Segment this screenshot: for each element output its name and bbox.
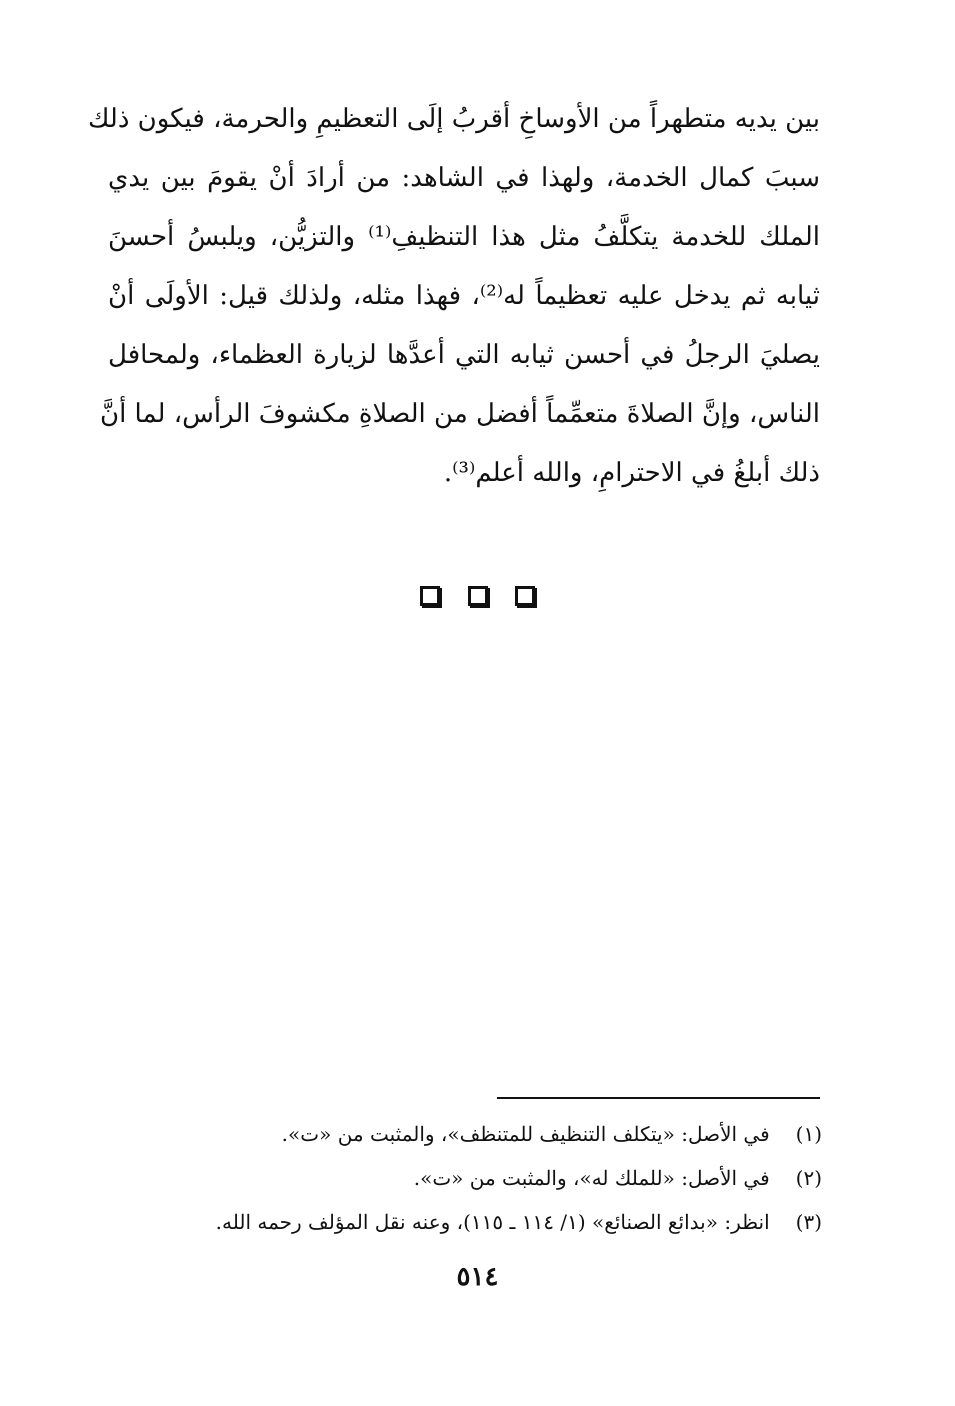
footnote-divider bbox=[497, 1097, 820, 1099]
main-text bbox=[87, 90, 821, 503]
text-line: سببَ كمال الخدمة، ولهذا في الشاهد: من أرادَ أنْ يقومَ بين يدي bbox=[108, 163, 820, 193]
text-line: بين يديه متطهراً من الأوساخِ أقربُ إلَى التعظيمِ والحرمة، فيكون ذلك bbox=[87, 104, 820, 134]
footnote-number: (١) bbox=[795, 1122, 822, 1146]
footnote-item bbox=[100, 1200, 822, 1244]
footnote-text: في الأصل: «للملك له»، والمثبت من «ت». bbox=[413, 1166, 770, 1190]
footnote-number: (٣) bbox=[795, 1210, 822, 1234]
footnotes bbox=[100, 1112, 822, 1244]
footnote-number: (٢) bbox=[795, 1166, 822, 1190]
square-ornament-icon bbox=[468, 586, 488, 606]
footnote-item bbox=[100, 1112, 822, 1156]
square-ornament-icon bbox=[420, 586, 440, 606]
section-separator bbox=[0, 585, 955, 606]
text-line: يصليَ الرجلُ في أحسن ثيابه التي أعدَّها لزيارة العظماء، ولمحافل bbox=[108, 340, 820, 370]
footnote-text: انظر: «بدائع الصنائع» (١/ ١١٤ ـ ١١٥)، وعنه نقل المؤلف رحمه الله. bbox=[215, 1210, 770, 1234]
text-line: الناس، وإنَّ الصلاةَ متعمِّماً أفضل من الصلاةِ مكشوفَ الرأس، لما أنَّ bbox=[99, 399, 820, 429]
footnote-item bbox=[100, 1156, 822, 1200]
footnote-text: في الأصل: «يتكلف التنظيف للمتنظف»، والمثبت من «ت». bbox=[281, 1122, 770, 1146]
text-line: ذلك أبلغُ في الاحترامِ، والله أعلم⁽³⁾. bbox=[443, 458, 820, 488]
page-number: ٥١٤ bbox=[456, 1262, 499, 1292]
text-line: ثيابه ثم يدخل عليه تعظيماً له⁽²⁾، فهذا مثله، ولذلك قيل: الأولَى أنْ bbox=[108, 281, 821, 311]
text-line: الملك للخدمة يتكلَّفُ مثل هذا التنظيفِ⁽¹⁾ والتزيُّن، ويلبسُ أحسنَ bbox=[108, 222, 820, 252]
square-ornament-icon bbox=[515, 586, 535, 606]
